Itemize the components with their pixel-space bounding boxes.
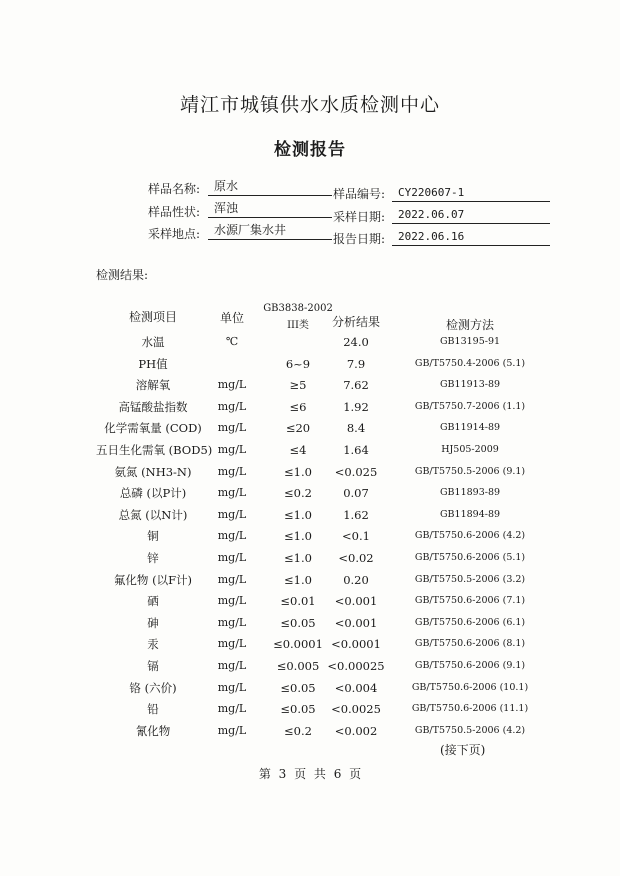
- table-row: [0, 331, 620, 353]
- results-heading: 检测结果:: [96, 268, 149, 282]
- cell-method: GB/T5750.7-2006 (1.1): [414, 400, 526, 412]
- cell-method: GB/T5750.5-2006 (9.1): [414, 465, 526, 477]
- cell-unit: mg/L: [217, 486, 247, 500]
- cell-result: <0.1: [342, 529, 370, 544]
- header-unit: 单位: [219, 311, 244, 325]
- cell-standard: ≤0.2: [284, 723, 312, 738]
- cell-result: <0.001: [334, 615, 378, 630]
- table-row: [0, 677, 620, 699]
- cell-method: GB/T5750.5-2006 (4.2): [414, 724, 526, 736]
- cell-result: <0.001: [334, 594, 378, 609]
- cell-unit: mg/L: [217, 443, 247, 456]
- cell-result: <0.00025: [327, 659, 385, 673]
- cell-result: 1.64: [343, 443, 369, 457]
- sample-no-label: 样品编号:: [333, 187, 386, 201]
- cell-standard: ≤0.05: [280, 702, 316, 717]
- report-date-value: 2022.06.16: [392, 228, 550, 246]
- cell-item: 水温: [141, 335, 165, 349]
- cell-unit: mg/L: [217, 507, 247, 521]
- header-method: 检测方法: [445, 318, 494, 332]
- cell-item: 铜: [147, 529, 159, 544]
- table-row: [0, 461, 620, 483]
- cell-standard: ≤0.2: [284, 486, 312, 501]
- continued-note: (接下页): [440, 743, 486, 757]
- cell-item: 总磷 (以P计): [119, 486, 187, 501]
- cell-method: GB/T5750.6-2006 (5.1): [414, 552, 526, 563]
- cell-method: GB/T5750.6-2006 (6.1): [414, 616, 526, 628]
- cell-unit: ℃: [225, 335, 239, 348]
- table-row: [0, 525, 620, 547]
- cell-unit: mg/L: [217, 421, 247, 435]
- cell-item: PH值: [138, 356, 168, 371]
- cell-item: 硒: [147, 594, 159, 609]
- cell-result: 0.07: [343, 486, 369, 501]
- cell-standard: ≤0.05: [280, 680, 316, 695]
- cell-standard: ≤4: [289, 443, 307, 457]
- cell-result: 0.20: [343, 572, 369, 587]
- sample-place-value: 水源厂集水井: [208, 222, 332, 240]
- cell-item: 化学需氧量 (COD): [104, 421, 202, 436]
- cell-method: GB/T5750.6-2006 (4.2): [414, 530, 526, 542]
- cell-item: 氟化物 (以F计): [113, 572, 193, 587]
- table-row: [0, 353, 620, 375]
- cell-item: 铬 (六价): [129, 680, 177, 695]
- cell-method: GB/T5750.6-2006 (7.1): [414, 595, 526, 607]
- cell-result: 7.62: [343, 378, 369, 393]
- table-row: [0, 612, 620, 634]
- cell-item: 五日生化需氧 (BOD5): [96, 443, 213, 457]
- table-row: [0, 590, 620, 612]
- page-number: 第 3 页 共 6 页: [258, 767, 362, 781]
- table-row: [0, 439, 620, 461]
- table-row: [0, 720, 620, 742]
- cell-standard: ≤0.005: [276, 659, 320, 673]
- table-row: [0, 417, 620, 439]
- sample-info: [0, 0, 620, 260]
- cell-standard: ≤1.0: [284, 572, 312, 587]
- organization-title: 靖江市城镇供水水质检测中心: [179, 94, 440, 116]
- cell-standard: ≤0.05: [280, 615, 316, 630]
- cell-item: 溶解氧: [135, 378, 171, 393]
- cell-unit: mg/L: [217, 702, 247, 716]
- sample-prop-label: 样品性状:: [148, 205, 201, 219]
- header-result: 分析结果: [331, 315, 380, 329]
- cell-method: GB/T5750.6-2006 (11.1): [411, 703, 529, 715]
- cell-unit: mg/L: [217, 680, 247, 694]
- cell-item: 铅: [147, 702, 159, 717]
- cell-unit: mg/L: [217, 572, 247, 586]
- cell-item: 汞: [147, 637, 159, 652]
- header-std-line2: III类: [287, 320, 309, 331]
- cell-standard: ≤1.0: [284, 464, 312, 479]
- cell-method: GB/T5750.4-2006 (5.1): [414, 357, 526, 369]
- cell-result: 24.0: [343, 335, 369, 349]
- cell-standard: ≤1.0: [284, 551, 312, 565]
- cell-item: 锌: [147, 551, 159, 565]
- sample-date-label: 采样日期:: [333, 210, 386, 224]
- cell-result: 1.92: [343, 399, 369, 414]
- cell-unit: mg/L: [217, 551, 247, 564]
- sample-name-value: 原水: [208, 178, 332, 196]
- table-row: [0, 374, 620, 396]
- table-row: [0, 569, 620, 591]
- table-row: [0, 547, 620, 569]
- cell-method: GB11914-89: [439, 422, 501, 434]
- sample-name-label: 样品名称:: [148, 182, 201, 196]
- cell-standard: ≤20: [285, 421, 311, 436]
- cell-item: 高锰酸盐指数: [118, 399, 188, 414]
- header-item: 检测项目: [128, 310, 177, 324]
- cell-result: <0.0001: [331, 637, 381, 652]
- cell-unit: mg/L: [217, 529, 247, 543]
- cell-result: <0.025: [334, 464, 378, 479]
- cell-result: 1.62: [343, 507, 369, 522]
- cell-unit: mg/L: [217, 399, 247, 413]
- cell-method: GB11893-89: [439, 487, 501, 499]
- cell-item: 砷: [147, 615, 159, 630]
- sample-prop-value: 浑浊: [208, 200, 332, 218]
- cell-item: 总氮 (以N计): [118, 507, 188, 522]
- cell-unit: mg/L: [217, 723, 247, 737]
- cell-method: GB11913-89: [439, 379, 501, 391]
- cell-standard: ≤1.0: [284, 529, 312, 544]
- cell-item: 氰化物: [135, 723, 171, 738]
- table-row: [0, 396, 620, 418]
- table-row: [0, 698, 620, 720]
- cell-item: 氨氮 (NH3-N): [114, 464, 192, 479]
- cell-method: GB/T5750.6-2006 (9.1): [414, 660, 526, 671]
- cell-result: 8.4: [346, 421, 366, 436]
- cell-method: GB/T5750.6-2006 (10.1): [411, 681, 529, 693]
- cell-unit: mg/L: [217, 464, 247, 478]
- cell-result: <0.002: [334, 723, 378, 738]
- cell-method: GB/T5750.6-2006 (8.1): [414, 638, 526, 650]
- cell-result: <0.004: [334, 680, 378, 695]
- cell-unit: mg/L: [217, 615, 247, 629]
- header-std-line1: GB3838-2002: [263, 303, 333, 314]
- cell-item: 镉: [147, 659, 159, 673]
- cell-unit: mg/L: [217, 659, 247, 672]
- cell-standard: 6~9: [285, 356, 311, 371]
- cell-standard: ≤0.0001: [273, 637, 323, 652]
- cell-method: GB/T5750.5-2006 (3.2): [414, 573, 526, 585]
- cell-method: GB13195-91: [439, 336, 501, 347]
- cell-unit: mg/L: [217, 594, 247, 608]
- report-title: 检测报告: [274, 140, 346, 160]
- table-row: [0, 482, 620, 504]
- cell-standard: ≤6: [289, 399, 307, 414]
- cell-standard: ≤1.0: [284, 507, 312, 522]
- table-row: [0, 504, 620, 526]
- cell-standard: ≤0.01: [280, 594, 316, 609]
- sample-date-value: 2022.06.07: [392, 206, 550, 224]
- table-row: [0, 633, 620, 655]
- cell-unit: mg/L: [217, 637, 247, 651]
- cell-result: <0.0025: [331, 702, 381, 717]
- sample-no-value: CY220607-1: [392, 184, 550, 202]
- cell-standard: ≥5: [289, 378, 307, 393]
- table-row: [0, 655, 620, 677]
- cell-method: HJ505-2009: [441, 444, 499, 455]
- cell-result: <0.02: [338, 551, 374, 565]
- cell-result: 7.9: [346, 356, 366, 371]
- sample-place-label: 采样地点:: [148, 227, 201, 241]
- cell-unit: mg/L: [217, 378, 247, 392]
- report-date-label: 报告日期:: [333, 232, 386, 246]
- cell-method: GB11894-89: [439, 508, 501, 520]
